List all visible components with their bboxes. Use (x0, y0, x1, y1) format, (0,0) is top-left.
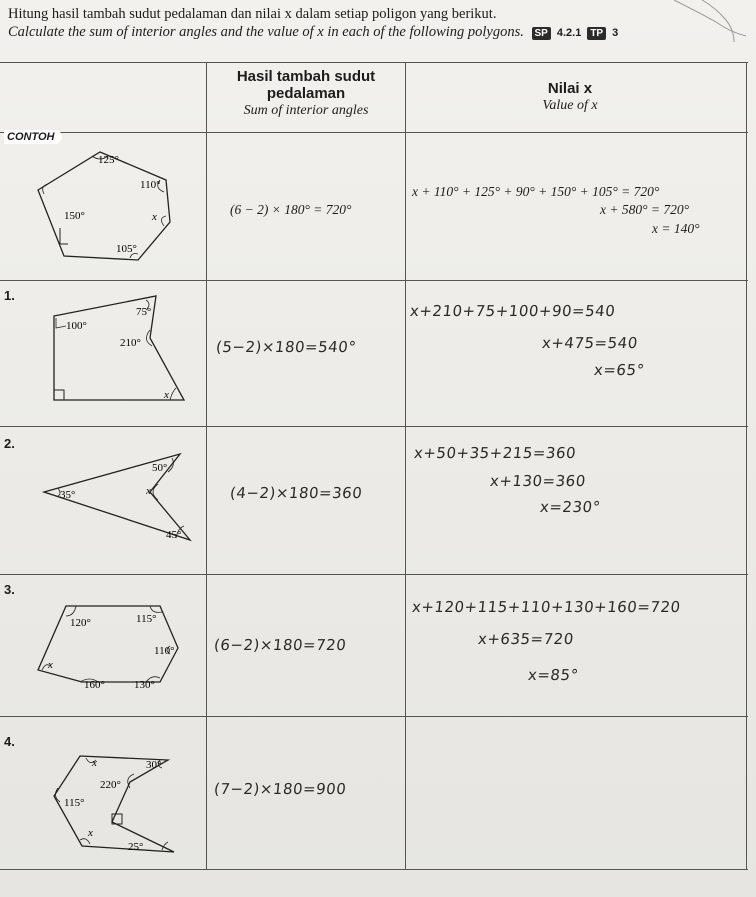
corner-decoration (672, 0, 746, 42)
row-divider (0, 280, 748, 281)
row2-quadrilateral (0, 444, 206, 548)
angle-label: 115° (136, 613, 157, 625)
row4-sum-handwriting: (7−2)×180=900 (213, 780, 348, 798)
example-value-line-2: x + 580° = 720° (600, 202, 690, 217)
table-border-bottom (0, 869, 748, 870)
column-divider (405, 62, 406, 870)
angle-label: 110° (154, 645, 175, 657)
row-divider (0, 716, 748, 717)
sp-badge: SP (532, 27, 551, 40)
row3-sum-handwriting: (6−2)×180=720 (213, 636, 348, 654)
angle-label: 105° (116, 243, 137, 255)
row-number: 1. (4, 288, 15, 303)
row4-polygon (0, 750, 206, 860)
angle-label: 35° (60, 489, 76, 501)
table-border-right (746, 62, 747, 870)
sp-reference: 4.2.1 (556, 27, 582, 39)
row1-pentagon (0, 290, 206, 420)
row2-value-line-1: x+50+35+215=360 (413, 444, 578, 462)
row2-value-line-3: x=230° (539, 498, 602, 516)
angle-label: 75° (136, 306, 152, 318)
angle-label: 50° (152, 462, 168, 474)
row-divider (0, 132, 748, 133)
row-number: 3. (4, 582, 15, 597)
angle-label: 110° (140, 179, 161, 191)
row3-hexagon (0, 598, 206, 706)
row3-value-line-2: x+635=720 (477, 630, 575, 648)
angle-label: x (88, 827, 93, 839)
angle-label: x (92, 757, 97, 769)
example-label: CONTOH (4, 130, 62, 144)
example-hexagon (0, 140, 206, 280)
angle-label: x (164, 389, 169, 401)
angle-label: 120° (70, 617, 91, 629)
column-divider (206, 62, 207, 870)
row3-value-line-1: x+120+115+110+130+160=720 (411, 598, 682, 616)
row-divider (0, 574, 748, 575)
row-number: 2. (4, 436, 15, 451)
angle-label: 100° (66, 320, 87, 332)
row1-value-line-1: x+210+75+100+90=540 (409, 302, 617, 320)
value-column-header: Nilai x Value of x (542, 80, 598, 113)
row2-sum-handwriting: (4−2)×180=360 (229, 484, 364, 502)
angle-label: x (48, 659, 53, 671)
example-value-line-1: x + 110° + 125° + 90° + 150° + 105° = 720° (412, 184, 660, 199)
angle-label: 25° (128, 841, 144, 853)
angle-label: 30° (146, 759, 162, 771)
example-sum: (6 − 2) × 180° = 720° (230, 202, 352, 217)
row1-value-line-2: x+475=540 (541, 334, 639, 352)
angle-label: x (146, 485, 151, 497)
instruction-english: Calculate the sum of interior angles and the value of x in each of the following polygons. SP 4.2.1 TP 3 (8, 24, 619, 40)
example-value-line-3: x = 140° (652, 221, 700, 236)
angle-label: 130° (134, 679, 155, 691)
sum-column-header: Hasil tambah sudut pedalaman Sum of interior angles (236, 68, 376, 118)
angle-label: 210° (120, 337, 141, 349)
row2-value-line-2: x+130=360 (489, 472, 587, 490)
tp-level: 3 (612, 27, 619, 39)
row3-value-line-3: x=85° (527, 666, 580, 684)
tp-badge: TP (587, 27, 606, 40)
angle-label: 160° (84, 679, 105, 691)
angle-label: 150° (64, 210, 85, 222)
angle-label: 45° (166, 529, 182, 541)
table-border-top (0, 62, 748, 63)
instruction-malay: Hitung hasil tambah sudut pedalaman dan nilai x dalam setiap poligon yang berikut. (8, 6, 497, 22)
row1-value-line-3: x=65° (593, 361, 646, 379)
angle-label: x (152, 211, 157, 223)
angle-label: 125° (98, 154, 119, 166)
angle-label: 220° (100, 779, 121, 791)
row-number: 4. (4, 734, 15, 749)
row-divider (0, 426, 748, 427)
row1-sum-handwriting: (5−2)×180=540° (215, 338, 358, 356)
angle-label: 115° (64, 797, 85, 809)
